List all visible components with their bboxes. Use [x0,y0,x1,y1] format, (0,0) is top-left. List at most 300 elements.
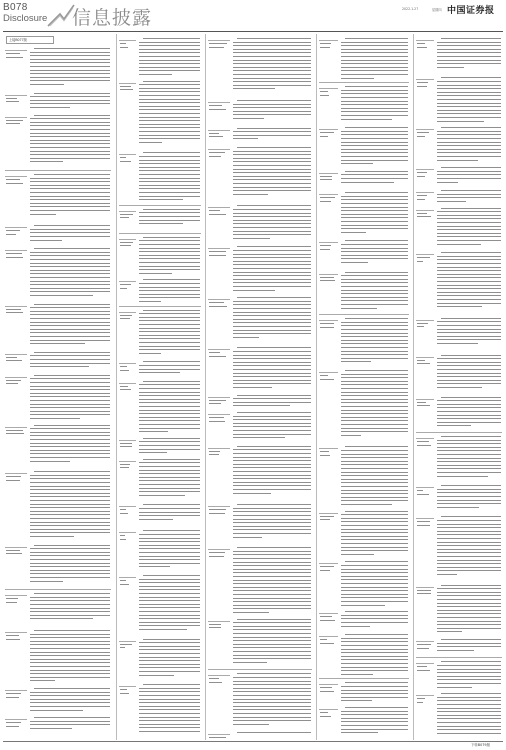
text-line [233,537,262,538]
text-line [30,634,110,635]
text-line [233,183,311,184]
text-line [233,81,311,82]
text-line [437,447,501,448]
text-line [30,721,110,722]
item-marker [119,312,136,313]
text-line [233,42,311,43]
item-marker [5,547,27,548]
item-label-line [320,245,331,246]
text-line [139,269,200,270]
item-label-line [6,722,21,723]
text-line [437,56,501,57]
text-line [233,702,311,703]
text-line [441,167,501,168]
text-line [345,240,408,241]
text-line [233,519,311,520]
text-line [139,220,200,221]
text-line [139,586,200,587]
text-line [441,38,501,39]
text-line [237,412,311,413]
text-line [441,318,501,319]
item-label-line [417,216,431,217]
text-line [139,244,200,245]
item-label-line [320,643,334,644]
text-line [437,538,501,539]
text-line [341,232,366,233]
text-line [139,49,200,50]
item-label-line [320,687,332,688]
item-label-line [209,627,221,628]
item-label-line [6,476,21,477]
text-line [30,240,62,241]
item-marker [5,50,27,51]
text-line [437,259,501,260]
text-line [237,38,311,39]
text-line [30,677,110,678]
text-line [30,340,110,341]
text-line [30,277,110,278]
text-line [233,467,311,468]
text-line [345,86,408,87]
text-line [437,603,501,604]
item-marker [208,448,230,449]
text-line [139,70,200,71]
text-line [437,617,501,618]
text-line [30,478,110,479]
text-line [139,160,200,161]
text-line [30,59,110,60]
text-line [139,667,200,668]
text-line [233,699,311,700]
text-line [341,529,408,530]
text-line [437,672,501,673]
text-line [441,436,501,437]
text-line [437,592,501,593]
text-line [143,38,200,39]
text-line [139,589,200,590]
text-line [233,60,311,61]
text-line [345,171,408,172]
text-line [437,121,484,122]
item-label-line [320,451,329,452]
text-line [437,182,458,183]
item-label-line [209,624,221,625]
item-label-line [120,535,125,536]
text-line [139,629,187,630]
text-line [437,679,501,680]
item-label-line [6,433,24,434]
text-line [437,443,501,444]
text-line [34,174,110,175]
text-line [139,346,200,347]
text-line [345,511,408,512]
text-line [233,658,311,659]
text-line [139,349,200,350]
text-line [30,710,83,711]
text-line [233,301,311,302]
text-line [30,652,110,653]
text-line [341,354,408,355]
item-marker [5,354,27,355]
item-label-line [6,179,20,180]
text-line [30,662,110,663]
item-label-line [320,47,330,48]
text-line [30,637,110,638]
text-line [30,666,110,667]
text-line [341,214,408,215]
text-line [139,671,200,672]
item-label-line [209,109,226,110]
text-line [30,522,110,523]
text-line [341,255,408,256]
text-line [139,156,200,157]
text-line [233,138,258,139]
text-line [34,48,110,49]
text-line [139,63,200,64]
page-subtitle: Disclosure [3,13,48,24]
text-line [437,503,501,504]
text-line [34,115,110,116]
text-line [30,389,110,390]
text-line [30,400,110,401]
text-line [441,639,501,640]
text-line [341,615,408,616]
text-line [437,492,501,493]
text-line [30,206,110,207]
text-line [437,85,501,86]
text-line [233,471,311,472]
text-line [30,482,110,483]
text-line [437,613,501,614]
item-label-line [6,183,23,184]
text-line [437,527,501,528]
text-line [233,376,311,377]
item-label-line [417,360,425,361]
item-marker [5,690,27,691]
text-line [139,695,200,696]
text-line [341,468,408,469]
text-column [316,34,410,740]
item-label-line [320,566,334,567]
text-line [441,516,501,517]
item-label-line [417,213,427,214]
text-line [139,688,200,689]
text-line [30,570,110,571]
text-line [233,209,311,210]
text-line [341,156,408,157]
text-line [30,386,110,387]
text-line [139,163,200,164]
item-label-line [417,521,430,522]
text-line [341,90,408,91]
text-line [30,307,110,308]
text-line [437,281,501,282]
text-line [30,641,110,642]
text-line [30,185,110,186]
text-line [441,485,501,486]
text-line [341,199,408,200]
item-marker [208,734,230,735]
item-label-line [320,712,328,713]
text-line [30,210,110,211]
text-line [233,250,311,251]
text-line [437,729,501,730]
text-line [437,450,501,451]
text-line [139,428,200,429]
text-line [341,659,408,660]
text-line [233,78,311,79]
text-line [139,649,200,650]
text-line [437,595,501,596]
item-marker [416,129,434,130]
text-line [233,576,311,577]
text-line [30,107,70,108]
text-line [341,424,408,425]
text-line [233,373,311,374]
text-line [30,103,110,104]
text-line [341,569,408,570]
text-line [30,724,110,725]
item-label-line [120,584,129,585]
item-marker [5,227,27,228]
text-line [30,188,110,189]
text-line [139,181,200,182]
item-marker [119,686,136,687]
text-line [341,119,392,120]
text-line [341,60,408,61]
item-marker [208,414,230,415]
item-marker [319,320,338,321]
item-label-line [417,445,431,446]
text-line [139,420,200,421]
text-line [233,475,311,476]
text-line [437,722,501,723]
text-line [139,84,200,85]
text-line [139,642,200,643]
text-line [30,291,110,292]
text-line [341,395,408,396]
text-line [341,142,408,143]
text-line [30,428,110,429]
text-line [341,543,408,544]
text-line [139,88,200,89]
text-line [437,336,501,337]
text-line [233,158,311,159]
text-line [233,508,311,509]
text-line [30,355,110,356]
text-line [233,569,311,570]
text-line [341,605,385,606]
text-line [139,113,200,114]
text-line [437,194,501,195]
text-line [30,439,110,440]
text-line [233,104,311,105]
text-line [437,321,501,322]
header-rule [3,31,503,32]
item-label-line [120,467,129,468]
text-line [139,294,200,295]
text-line [341,52,408,53]
text-line [437,145,501,146]
text-line [233,290,275,291]
text-line [139,552,200,553]
text-line [437,411,501,412]
text-line [341,111,408,112]
text-line [233,213,311,214]
text-line [437,520,501,521]
text-line [437,697,501,698]
text-line [437,646,501,647]
text-line [233,587,311,588]
text-line [233,308,311,309]
text-line [139,495,185,496]
text-line [233,261,311,262]
text-line [233,365,311,366]
item-marker [119,239,136,240]
text-line [139,713,200,714]
item-marker [119,383,136,384]
text-line [30,536,74,537]
item-label-line [417,136,425,137]
text-line [139,691,200,692]
text-line [437,332,501,333]
text-line [437,211,501,212]
text-line [30,529,110,530]
item-marker [319,242,338,243]
item-label-line [320,197,335,198]
text-line [233,114,311,115]
text-line [341,70,408,71]
text-line [237,347,311,348]
item-marker [208,207,230,208]
item-label-line [417,593,431,594]
text-line [30,378,110,379]
text-column [413,34,503,740]
text-line [437,358,501,359]
text-line [139,392,200,393]
text-line [341,322,408,323]
text-line [139,541,200,542]
text-line [233,644,311,645]
text-line [341,329,408,330]
item-marker [416,320,434,321]
text-line [341,207,408,208]
text-line [341,732,378,733]
text-line [233,629,311,630]
item-label-line [209,210,220,211]
text-line [30,143,110,144]
text-line [345,38,408,39]
text-line [30,504,110,505]
item-label-line [6,726,19,727]
text-line [341,638,408,639]
text-line [233,572,311,573]
text-line [139,196,200,197]
text-line [30,597,110,598]
text-line [437,277,501,278]
text-line [30,566,110,567]
text-line [30,136,110,137]
text-line [437,201,466,202]
text-line [139,127,200,128]
text-line [233,88,275,89]
text-line [437,418,501,419]
text-line [437,726,501,727]
text-line [139,611,200,612]
text-line [139,266,200,267]
text-line [139,365,200,366]
item-label-line [320,91,328,92]
text-line [341,225,408,226]
text-line [30,325,110,326]
item-label-line [6,480,20,481]
text-line [30,363,110,364]
text-line [341,500,408,501]
item-label-line [120,157,126,158]
text-line [437,325,501,326]
text-line [233,227,311,228]
text-line [30,407,110,408]
text-line [139,320,200,321]
item-label-line [320,379,334,380]
text-line [345,707,408,708]
item-label-line [209,306,227,307]
text-line [30,432,110,433]
item-label-line [6,357,17,358]
text-line [345,272,408,273]
text-line [341,626,370,627]
text-line [437,489,501,490]
section-divider [208,669,312,670]
text-line [437,81,501,82]
item-label-line [417,644,431,645]
text-line [441,252,501,253]
item-marker [5,719,27,720]
item-marker [208,40,230,41]
text-line [341,594,408,595]
text-line [437,700,501,701]
text-line [341,134,408,135]
item-label-line [120,43,126,44]
text-line [437,552,501,553]
text-line [341,514,408,515]
text-line [437,63,501,64]
item-marker [119,281,136,282]
text-line [233,478,311,479]
text-line [437,461,501,462]
text-line [139,45,200,46]
item-marker [119,154,136,155]
text-line [341,244,408,245]
text-line [30,336,110,337]
item-label-line [120,245,131,246]
text-line [139,324,200,325]
text-line [341,536,408,537]
text-line [30,332,110,333]
text-line [139,470,200,471]
text-line [30,475,110,476]
text-line [233,330,311,331]
text-line [139,675,174,676]
text-line [233,551,311,552]
item-marker [208,349,230,350]
text-line [30,366,89,367]
text-line [341,210,408,211]
text-line [30,273,110,274]
text-line [341,572,408,573]
text-line [139,335,200,336]
item-label-line [320,43,331,44]
